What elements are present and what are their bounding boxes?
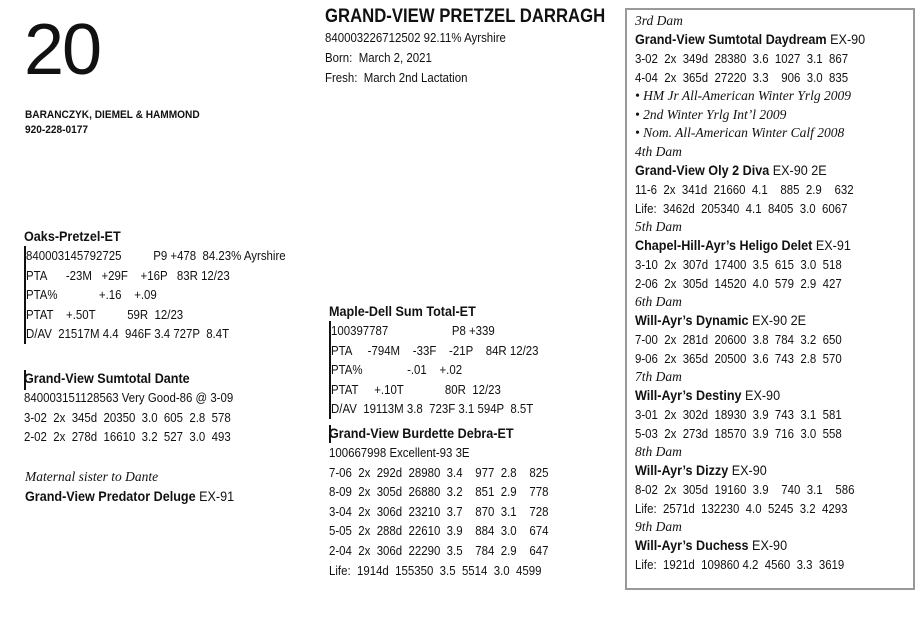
granddam-line: 3-04 2x 306d 23210 3.7 870 3.1 728 xyxy=(329,503,549,519)
ancestor-dam-name xyxy=(635,310,885,330)
ancestor-dam-title: 5th Dam xyxy=(635,218,682,234)
ancestor-dam-name-text: Will-Ayr’s Duchess xyxy=(635,536,749,553)
mgs-line: D/AV 19113M 3.8 723F 3.1 594P 8.5T xyxy=(331,401,534,417)
ancestor-dam-name-text: Grand-View Oly 2 Diva xyxy=(635,161,770,178)
ancestor-dam-name-text: Will-Ayr’s Destiny xyxy=(635,386,742,403)
ancestor-dam-grade: EX-90 2E xyxy=(769,161,827,178)
sire-name: Oaks-Pretzel-ET xyxy=(24,228,121,244)
ancestor-dam-record: 3-02 2x 349d 28380 3.6 1027 3.1 867 xyxy=(635,51,849,66)
mgs-line: PTA% -.01 +.02 xyxy=(331,362,463,378)
maternal-sister-grade: EX-91 xyxy=(195,488,235,504)
mgs-line: PTAT +.10T 80R 12/23 xyxy=(331,381,501,397)
granddam-block xyxy=(329,423,619,580)
ancestor-dam-name xyxy=(635,535,885,555)
ancestor-dam-record: 11-6 2x 341d 21660 4.1 885 2.9 632 xyxy=(635,181,854,197)
maternal-sister-name-text: Grand-View Predator Deluge xyxy=(25,488,196,504)
animal-header xyxy=(325,6,643,88)
ancestor-dam-grade: EX-90 xyxy=(748,536,788,553)
dam-lines xyxy=(24,388,324,447)
ancestor-dam-title: 8th Dam xyxy=(635,443,682,459)
mgs-name: Maple-Dell Sum Total-ET xyxy=(329,303,476,319)
ancestor-dam-title: 4th Dam xyxy=(635,143,682,159)
ancestor-dam-title: 7th Dam xyxy=(635,368,682,384)
ancestor-dam-grade: EX-90 2E xyxy=(748,311,806,328)
ancestor-dam-title: 3rd Dam xyxy=(635,13,683,28)
ancestor-dam-grade: EX-90 xyxy=(826,31,866,47)
ancestor-dam-record: 3-01 2x 302d 18930 3.9 743 3.1 581 xyxy=(635,406,842,422)
ancestor-dam-record: 9-06 2x 365d 20500 3.6 743 2.8 570 xyxy=(635,350,842,366)
dams-box xyxy=(625,8,915,590)
animal-name: GRAND-VIEW PRETZEL DARRAGH xyxy=(325,6,606,27)
ancestor-dam-name-text: Grand-View Sumtotal Daydream xyxy=(635,31,827,47)
ancestor-dam-name xyxy=(635,160,885,180)
sire-line: PTAT +.50T 59R 12/23 xyxy=(26,306,184,322)
ancestor-dam-record: 7-00 2x 281d 20600 3.8 784 3.2 650 xyxy=(635,331,842,347)
ancestor-dam-record: 8-02 2x 305d 19160 3.9 740 3.1 586 xyxy=(635,481,855,497)
animal-born: Born: March 2, 2021 xyxy=(325,50,432,65)
granddam-line: 8-09 2x 305d 26880 3.2 851 2.9 778 xyxy=(329,484,549,500)
sire-block xyxy=(24,226,324,344)
granddam-line: Life: 1914d 155350 3.5 5514 3.0 4599 xyxy=(329,562,542,578)
animal-id-line: 840003226712502 92.11% Ayrshire xyxy=(325,30,506,45)
ancestor-dam-record: 5-03 2x 273d 18570 3.9 716 3.0 558 xyxy=(635,425,842,441)
sire-line: PTA% +.16 +.09 xyxy=(26,287,157,303)
dam-block xyxy=(24,368,324,447)
ancestor-dam-record: 3-10 2x 307d 17400 3.5 615 3.0 518 xyxy=(635,256,842,272)
ancestor-dam-title: 9th Dam xyxy=(635,518,682,534)
lot-number: 20 xyxy=(24,10,101,90)
maternal-sister-block xyxy=(25,468,257,506)
sire-line: D/AV 21517M 4.4 946F 3.4 727P 8.4T xyxy=(26,326,230,342)
dam-line: 3-02 2x 345d 20350 3.0 605 2.8 578 xyxy=(24,409,231,425)
dam-name: Grand-View Sumtotal Dante xyxy=(24,370,190,386)
granddam-lines xyxy=(329,443,619,580)
maternal-sister-name xyxy=(25,486,234,506)
mgs-block xyxy=(329,301,619,419)
sire-line: PTA -23M +29F +16P 83R 12/23 xyxy=(26,267,230,283)
ancestor-dam-award: • Nom. All-American Winter Calf 2008 xyxy=(635,125,845,140)
consignor-block xyxy=(25,108,200,138)
animal-fresh: Fresh: March 2nd Lactation xyxy=(325,70,468,85)
granddam-line: 7-06 2x 292d 28980 3.4 977 2.8 825 xyxy=(329,464,549,480)
ancestor-dam-name xyxy=(635,460,885,480)
ancestor-dam-title: 6th Dam xyxy=(635,293,682,309)
ancestor-dam-name-text: Will-Ayr’s Dizzy xyxy=(635,461,729,478)
mgs-line: PTA -794M -33F -21P 84R 12/23 xyxy=(331,342,539,358)
granddam-name: Grand-View Burdette Debra-ET xyxy=(329,425,514,441)
dams-box-content xyxy=(635,12,913,574)
ancestor-dam-name xyxy=(635,29,885,49)
ancestor-dam-record: 4-04 2x 365d 27220 3.3 906 3.0 835 xyxy=(635,70,849,85)
ancestor-dam-award: • HM Jr All-American Winter Yrlg 2009 xyxy=(635,88,851,103)
consignor-phone: 920-228-0177 xyxy=(25,124,89,136)
granddam-line: 2-04 2x 306d 22290 3.5 784 2.9 647 xyxy=(329,542,549,558)
dam-line: 840003151128563 Very Good-86 @ 3-09 xyxy=(24,390,234,405)
ancestor-dam-record: Life: 1921d 109860 4.2 4560 3.3 3619 xyxy=(635,556,845,572)
sire-line: 840003145792725 P9 +478 84.23% Ayrshire xyxy=(26,248,286,263)
ancestor-dam-grade: EX-91 xyxy=(812,236,851,253)
dam-line: 2-02 2x 278d 16610 3.2 527 3.0 493 xyxy=(24,429,231,445)
sire-lines xyxy=(24,246,324,344)
granddam-line: 100667998 Excellent-93 3E xyxy=(329,445,470,460)
dam-bracket xyxy=(24,370,26,390)
ancestor-dam-award: • 2nd Winter Yrlg Int’l 2009 xyxy=(635,106,787,122)
ancestor-dam-name-text: Chapel-Hill-Ayr’s Heligo Delet xyxy=(635,236,813,253)
ancestor-dam-grade: EX-90 xyxy=(728,461,767,478)
maternal-sister-label: Maternal sister to Dante xyxy=(25,469,159,484)
ancestor-dam-name-text: Will-Ayr’s Dynamic xyxy=(635,311,749,328)
ancestor-dam-name xyxy=(635,235,885,255)
ancestor-dam-record: Life: 2571d 132230 4.0 5245 3.2 4293 xyxy=(635,500,848,516)
ancestor-dam-grade: EX-90 xyxy=(741,386,781,403)
mgs-lines xyxy=(329,321,619,419)
consignor-name: BARANCZYK, DIEMEL & HAMMOND xyxy=(25,109,200,121)
granddam-bracket xyxy=(329,425,331,443)
granddam-line: 5-05 2x 288d 22610 3.9 884 3.0 674 xyxy=(329,523,549,539)
mgs-line: 100397787 P8 +339 xyxy=(331,323,495,338)
ancestor-dam-record: Life: 3462d 205340 4.1 8405 3.0 6067 xyxy=(635,200,848,216)
ancestor-dam-record: 2-06 2x 305d 14520 4.0 579 2.9 427 xyxy=(635,275,842,291)
ancestor-dam-name xyxy=(635,385,885,405)
